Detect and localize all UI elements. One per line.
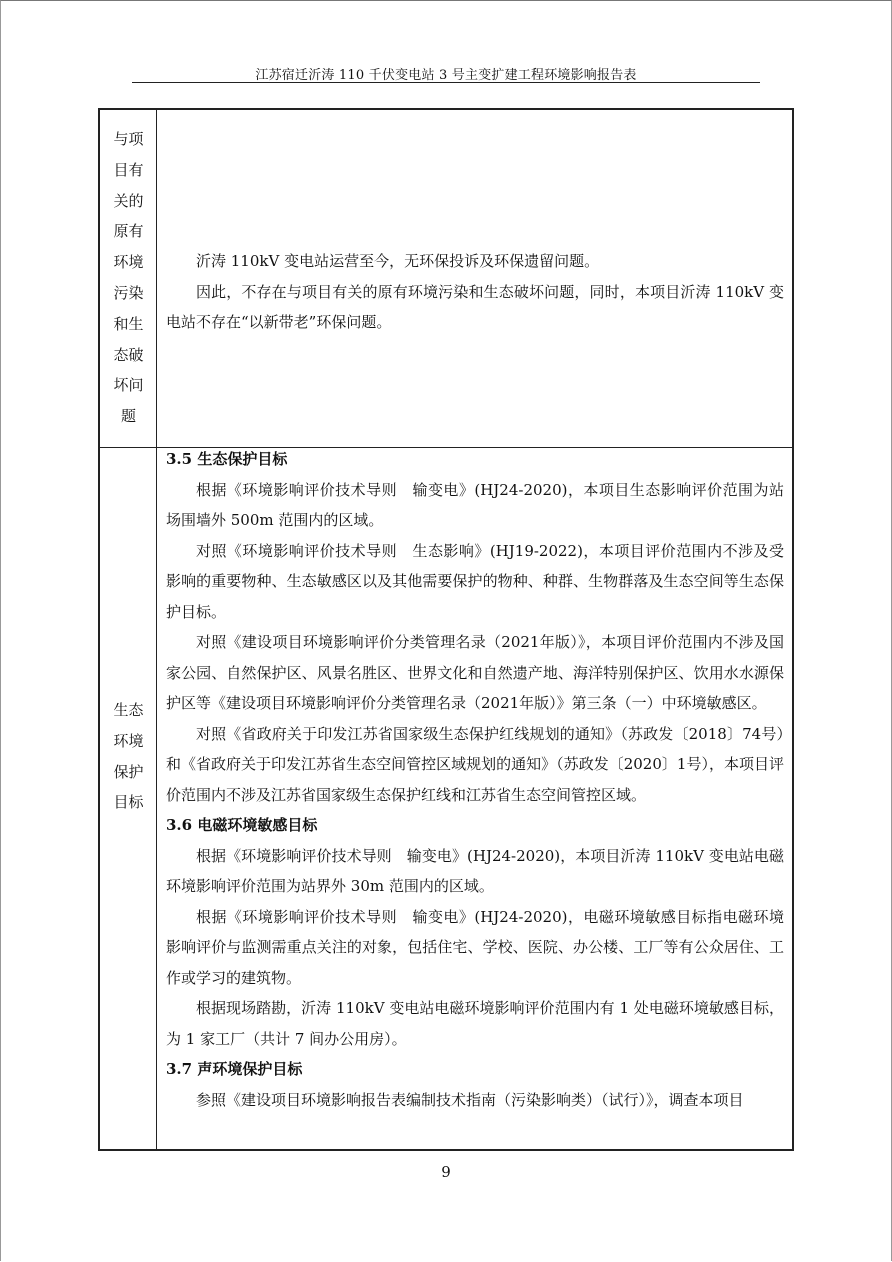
row-label-line: 生态 — [113, 701, 144, 719]
row-label — [100, 695, 157, 818]
row-label-line: 和生 — [113, 314, 144, 333]
table-row-eco-protection — [100, 448, 792, 1151]
row-label-line: 坏问 — [113, 376, 144, 395]
row-content — [166, 444, 784, 1115]
paragraph: 参照《建设项目环境影响报告表编制技术指南（污染影响类）（试行）》，调查本项目 — [196, 1090, 744, 1109]
paragraph: 根据《环境影响评价技术导则 输变电》(HJ24-2020)，本项目生态影响评价范围为站场围墙外 500m 范围内的区域。 — [166, 480, 784, 529]
paragraph: 沂涛 110kV 变电站运营至今，无环保投诉及环保遗留问题。 — [196, 252, 600, 270]
row-label-line: 题 — [120, 407, 136, 426]
row-content-cell — [157, 448, 792, 1151]
section-title: 3.6 电磁环境敏感目标 — [166, 816, 318, 834]
page-header-title: 江苏宿迁沂涛 110 千伏变电站 3 号主变扩建工程环境影响报告表 — [255, 68, 637, 83]
row-content-cell — [157, 110, 792, 447]
row-label-line: 关的 — [113, 191, 144, 210]
header-rule — [132, 82, 760, 83]
row-label-cell — [100, 110, 157, 447]
row-label-line: 保护 — [113, 762, 144, 781]
paragraph: 对照《建设项目环境影响评价分类管理名录（2021年版）》，本项目评价范围内不涉及国家公园、自然保护区、风景名胜区、世界文化和自然遗产地、海洋特别保护区、饮用水水源保护区等《建设项目环境影响评价分类管理名录（2021年版）》第三条（一）中环境敏感区。 — [166, 633, 784, 712]
paragraph: 因此，不存在与项目有关的原有环境污染和生态破坏问题，同时，本项目沂涛 110kV 变电站不存在“以新带老”环保问题。 — [166, 282, 784, 331]
row-label-line: 环境 — [113, 731, 144, 750]
paragraph: 根据现场踏勘，沂涛 110kV 变电站电磁环境影响评价范围内有 1 处电磁环境敏感目标，为 1 家工厂（共计 7 间办公用房）。 — [166, 999, 784, 1048]
row-label-cell — [100, 448, 157, 1151]
row-label-line: 与项 — [113, 130, 144, 148]
row-label-line: 目有 — [113, 160, 144, 179]
paragraph: 对照《省政府关于印发江苏省国家级生态保护红线规划的通知》（苏政发〔2018〕74号）和《省政府关于印发江苏省生态空间管控区域规划的通知》（苏政发〔2020〕1号），本项目评价范围内不涉及江苏省国家级生态保护红线和江苏省生态空间管控区域。 — [166, 724, 784, 804]
paragraph: 根据《环境影响评价技术导则 输变电》(HJ24-2020)，电磁环境敏感目标指电磁环境影响评价与监测需重点关注的对象，包括住宅、学校、医院、办公楼、工厂等有公众居住、工作或学习的建筑物。 — [166, 907, 784, 987]
row-label-line: 污染 — [113, 283, 144, 302]
row-label-line: 目标 — [113, 793, 144, 812]
row-content — [166, 246, 784, 338]
row-label-line: 态破 — [113, 345, 144, 364]
table-row-existing-issues — [100, 110, 792, 448]
row-label-line: 环境 — [113, 253, 144, 272]
row-label-line: 原有 — [113, 222, 144, 241]
section-title: 3.7 声环境保护目标 — [166, 1060, 303, 1078]
paragraph: 对照《环境影响评价技术导则 生态影响》(HJ19-2022)，本项目评价范围内不涉及受影响的重要物种、生态敏感区以及其他需要保护的物种、种群、生物群落及生态空间等生态保护目标。 — [166, 541, 784, 621]
section-title: 3.5 生态保护目标 — [166, 450, 288, 468]
paragraph: 根据《环境影响评价技术导则 输变电》(HJ24-2020)，本项目沂涛 110kV 变电站电磁环境影响评价范围为站界外 30m 范围内的区域。 — [166, 846, 784, 895]
report-table — [98, 108, 794, 1151]
page-number: 9 — [441, 1163, 451, 1181]
row-label — [100, 124, 157, 432]
